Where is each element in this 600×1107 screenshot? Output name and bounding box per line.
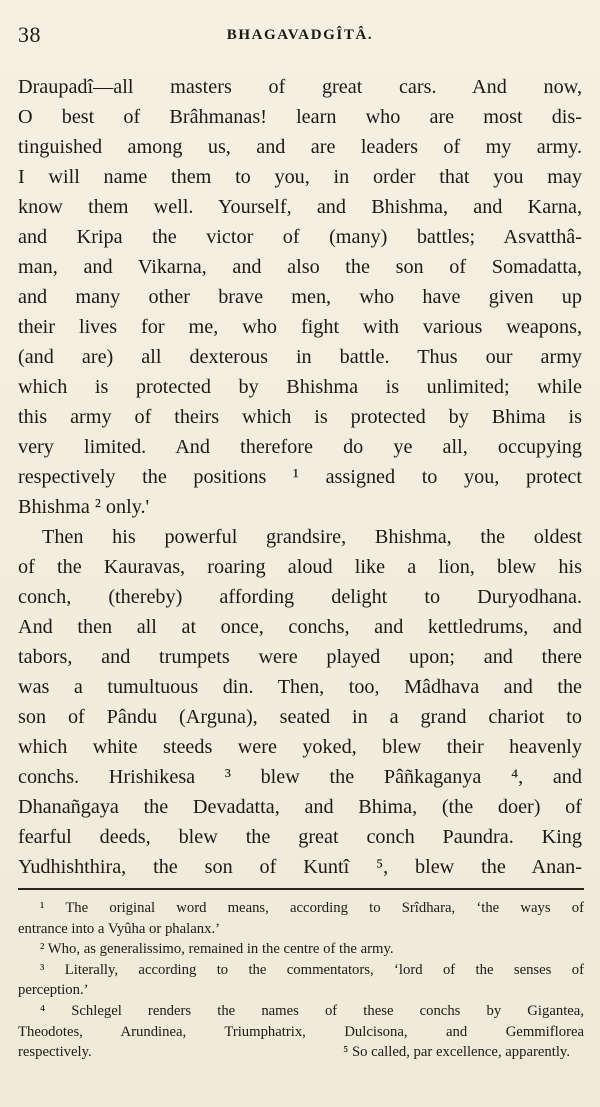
text-line: And then all at once, conchs, and kettledrums, and	[18, 616, 582, 638]
footnote-5: ⁵ So called, par excellence, apparently.	[343, 1044, 570, 1061]
footnote-line: ⁴ Schlegel renders the names of these conchs by Gigantea,	[40, 1002, 584, 1019]
page-header	[16, 20, 584, 54]
text-line: I will name them to you, in order that you may	[18, 166, 582, 188]
text-line: this army of theirs which is protected by Bhima is	[18, 406, 582, 428]
text-line: and many other brave men, who have given up	[18, 286, 582, 308]
footnote-line: ¹ The original word means, according to Srîdhara, ‘the ways of	[40, 900, 584, 916]
text-line: was a tumultuous din. Then, too, Mâdhava and the	[18, 676, 582, 698]
text-line: and Kripa the victor of (many) battles; Asvatthâ-	[18, 226, 582, 248]
text-line: know them well. Yourself, and Bhishma, and Karna,	[18, 196, 582, 218]
footnote-line: Theodotes, Arundinea, Triumphatrix, Dulcisona, and Gemmiflorea	[18, 1023, 584, 1040]
text-line: Then his powerful grandsire, Bhishma, the oldest	[42, 526, 582, 548]
text-line: their lives for me, who fight with various weapons,	[18, 316, 582, 338]
text-line: of the Kauravas, roaring aloud like a lion, blew his	[18, 556, 582, 578]
text-line: tabors, and trumpets were played upon; and there	[18, 646, 582, 668]
text-line: Draupadî—all masters of great cars. And now,	[18, 76, 582, 98]
text-line: tinguished among us, and are leaders of my army.	[18, 136, 582, 158]
footnotes	[18, 898, 584, 1063]
footnote-line	[18, 1042, 584, 1063]
footnote-line-text: respectively.	[18, 1044, 92, 1061]
text-line: respectively the positions ¹ assigned to you, protect	[18, 466, 582, 488]
text-line: fearful deeds, blew the great conch Paundra. King	[18, 826, 582, 848]
text-line: which white steeds were yoked, blew their heavenly	[18, 736, 582, 758]
footnote-divider	[18, 888, 584, 890]
text-line: Dhanañgaya the Devadatta, and Bhima, (the doer) of	[18, 796, 582, 818]
page-number: 38	[18, 22, 41, 47]
running-title: BHAGAVADGÎTÂ.	[226, 27, 374, 43]
text-line: O best of Brâhmanas! learn who are most dis-	[18, 106, 582, 128]
text-line: (and are) all dexterous in battle. Thus our army	[18, 346, 582, 368]
text-line: Yudhishthira, the son of Kuntî ⁵, blew the Anan-	[18, 856, 582, 878]
text-line: son of Pându (Arguna), seated in a grand chariot to	[18, 706, 582, 728]
text-line: which is protected by Bhishma is unlimited; while	[18, 376, 582, 398]
footnote-line: perception.’	[18, 982, 89, 999]
footnote-line: ³ Literally, according to the commentators, ‘lord of the senses of	[40, 961, 584, 978]
text-line: man, and Vikarna, and also the son of Somadatta,	[18, 256, 582, 278]
text-line: conchs. Hrishikesa ³ blew the Pâñkaganya ⁴, and	[18, 766, 582, 788]
text-line: conch, (thereby) affording delight to Duryodhana.	[18, 586, 582, 608]
text-line: Bhishma ² only.'	[18, 496, 150, 518]
text-line: very limited. And therefore do ye all, occupying	[18, 436, 582, 458]
footnote-line: ² Who, as generalissimo, remained in the centre of the army.	[40, 941, 394, 958]
footnote-line: entrance into a Vyûha or phalanx.’	[18, 920, 221, 937]
body-text	[18, 72, 582, 882]
